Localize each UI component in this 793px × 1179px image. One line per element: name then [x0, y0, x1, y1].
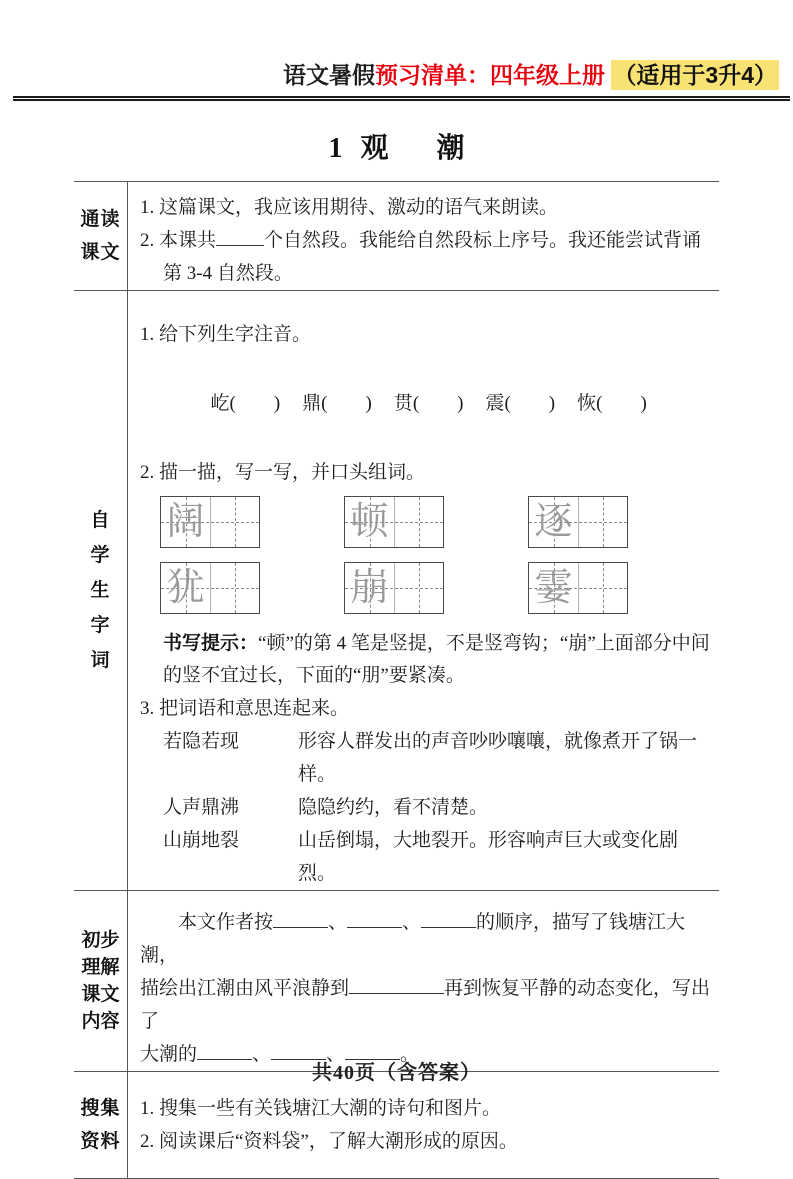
pinyin-unit: 屹( ): [210, 393, 281, 414]
table-row-read-text: [74, 182, 719, 291]
paragraph-text: 、: [328, 912, 348, 933]
row-label-char: 词: [90, 650, 111, 671]
fill-blank-paragraph-line: [140, 906, 715, 972]
pinyin-unit: 贯( ): [393, 393, 464, 414]
pinyin-unit: 震( ): [485, 393, 556, 414]
task-item: 1. 搜集一些有关钱塘江大潮的诗句和图片。: [140, 1098, 502, 1119]
trace-character: 犹: [166, 567, 205, 609]
lesson-title: [0, 126, 793, 166]
lesson-title-char1: 观: [360, 133, 389, 164]
pinyin-unit: 恢( ): [577, 393, 647, 414]
row-content-comprehension: [128, 891, 719, 1071]
row-label-line: 搜集: [80, 1098, 121, 1119]
row-label-comprehension: [74, 891, 128, 1071]
match-word: 若隐若现: [163, 731, 240, 752]
task-item: [140, 224, 715, 257]
worksheet-table: [74, 181, 719, 1179]
row-label-line: 课文: [81, 984, 120, 1005]
header-subtitle-red: 预习清单：四年级上册: [375, 62, 606, 88]
fill-blank: [273, 912, 328, 928]
row-label-collect: [74, 1072, 128, 1178]
task-text: 2. 本课共: [140, 230, 217, 251]
lesson-title-char2: 潮: [436, 133, 465, 164]
match-row: [163, 791, 715, 824]
writing-tip-text: “顿”的第 4 笔是竖提，不是竖弯钩；“崩”上面部分中间的竖不宜过长，下面的“朋”要紧凑。: [163, 633, 710, 686]
row-label-line: 内容: [81, 1011, 120, 1032]
table-row-comprehension: [74, 891, 719, 1072]
row-content-read-text: [128, 182, 719, 290]
paragraph-text: 本文作者按: [178, 912, 274, 933]
trace-grid-row: [160, 496, 715, 548]
row-label-char: 生: [90, 580, 111, 601]
row-label-line: 初步: [81, 930, 120, 951]
paragraph-text: 的顺序，描写了钱塘江大潮，: [140, 912, 686, 966]
fill-blank: [421, 912, 476, 928]
paragraph-text: 。: [400, 1044, 420, 1065]
match-row: [163, 725, 715, 791]
row-label-char: 自: [90, 510, 111, 531]
match-meaning: 隐隐约约，看不清楚。: [298, 797, 489, 818]
paragraph-text: 、: [252, 1044, 272, 1065]
row-label-char: 学: [90, 545, 111, 566]
row-content-self-study: [128, 291, 719, 890]
header-grade-badge: （适用于3升4）: [613, 62, 777, 88]
character-trace-box: [160, 562, 260, 614]
fill-blank: [349, 978, 444, 994]
task-item: 3. 把词语和意思连起来。: [140, 698, 350, 719]
header-series-label: 语文暑假: [283, 62, 376, 88]
writing-tip: [163, 628, 715, 692]
character-trace-box: [344, 562, 444, 614]
paragraph-text: 、: [402, 912, 422, 933]
row-label-char: 字: [90, 615, 111, 636]
match-word: 山崩地裂: [163, 830, 240, 851]
task-item: 1. 这篇课文，我应该用期待、激动的语气来朗读。: [140, 197, 559, 218]
task-item: 2. 描一描，写一写，并口头组词。: [140, 462, 426, 483]
fill-blank-paragraph-line: [140, 972, 715, 1038]
task-text: 个自然段。我能给自然段标上序号。我还能尝试背诵: [264, 230, 702, 251]
trace-grid-row: [160, 562, 715, 614]
trace-character: 逐: [534, 501, 573, 543]
task-item-continuation: 第 3-4 自然段。: [163, 263, 293, 284]
table-row-self-study-words: [74, 291, 719, 891]
match-meaning: 形容人群发出的声音吵吵嚷嚷，就像煮开了锅一样。: [298, 731, 698, 785]
trace-character: 顿: [350, 501, 389, 543]
row-label-line: 课文: [80, 242, 121, 263]
paragraph-text: 、: [326, 1044, 346, 1065]
match-word: 人声鼎沸: [163, 797, 240, 818]
fill-blank: [216, 230, 264, 246]
row-label-line: 理解: [81, 957, 120, 978]
row-label-self-study: [74, 291, 128, 890]
row-label-read-text: [74, 182, 128, 290]
task-item: 1. 给下列生字注音。: [140, 324, 312, 345]
row-label-line: 通读: [80, 209, 121, 230]
match-meaning: 山岳倒塌，大地裂开。形容响声巨大或变化剧烈。: [298, 830, 679, 884]
character-trace-box: [344, 496, 444, 548]
table-row-collect-materials: [74, 1072, 719, 1179]
character-trace-box: [160, 496, 260, 548]
character-trace-box: [528, 496, 628, 548]
header-divider-rule: [13, 96, 790, 101]
task-item: 2. 阅读课后“资料袋”，了解大潮形成的原因。: [140, 1131, 518, 1152]
page-header: [283, 57, 779, 90]
trace-character: 霎: [534, 567, 573, 609]
pinyin-annotation-line: [163, 351, 715, 456]
lesson-number: 1: [328, 133, 343, 164]
pinyin-unit: 鼎( ): [302, 393, 372, 414]
paragraph-text: 描绘出江潮由风平浪静到: [140, 978, 350, 999]
paragraph-text: 再到恢复平静的动态变化，写出了: [140, 978, 711, 1032]
trace-character: 阔: [166, 501, 205, 543]
paragraph-text: 大潮的: [140, 1044, 198, 1065]
writing-tip-label: 书写提示：: [163, 633, 259, 654]
fill-blank: [347, 912, 402, 928]
character-trace-box: [528, 562, 628, 614]
row-content-collect: [128, 1072, 719, 1178]
trace-character: 崩: [350, 567, 389, 609]
page-count-footer: 共40页（含答案）: [312, 1062, 481, 1084]
row-label-line: 资料: [80, 1131, 121, 1152]
match-row: [163, 824, 715, 890]
